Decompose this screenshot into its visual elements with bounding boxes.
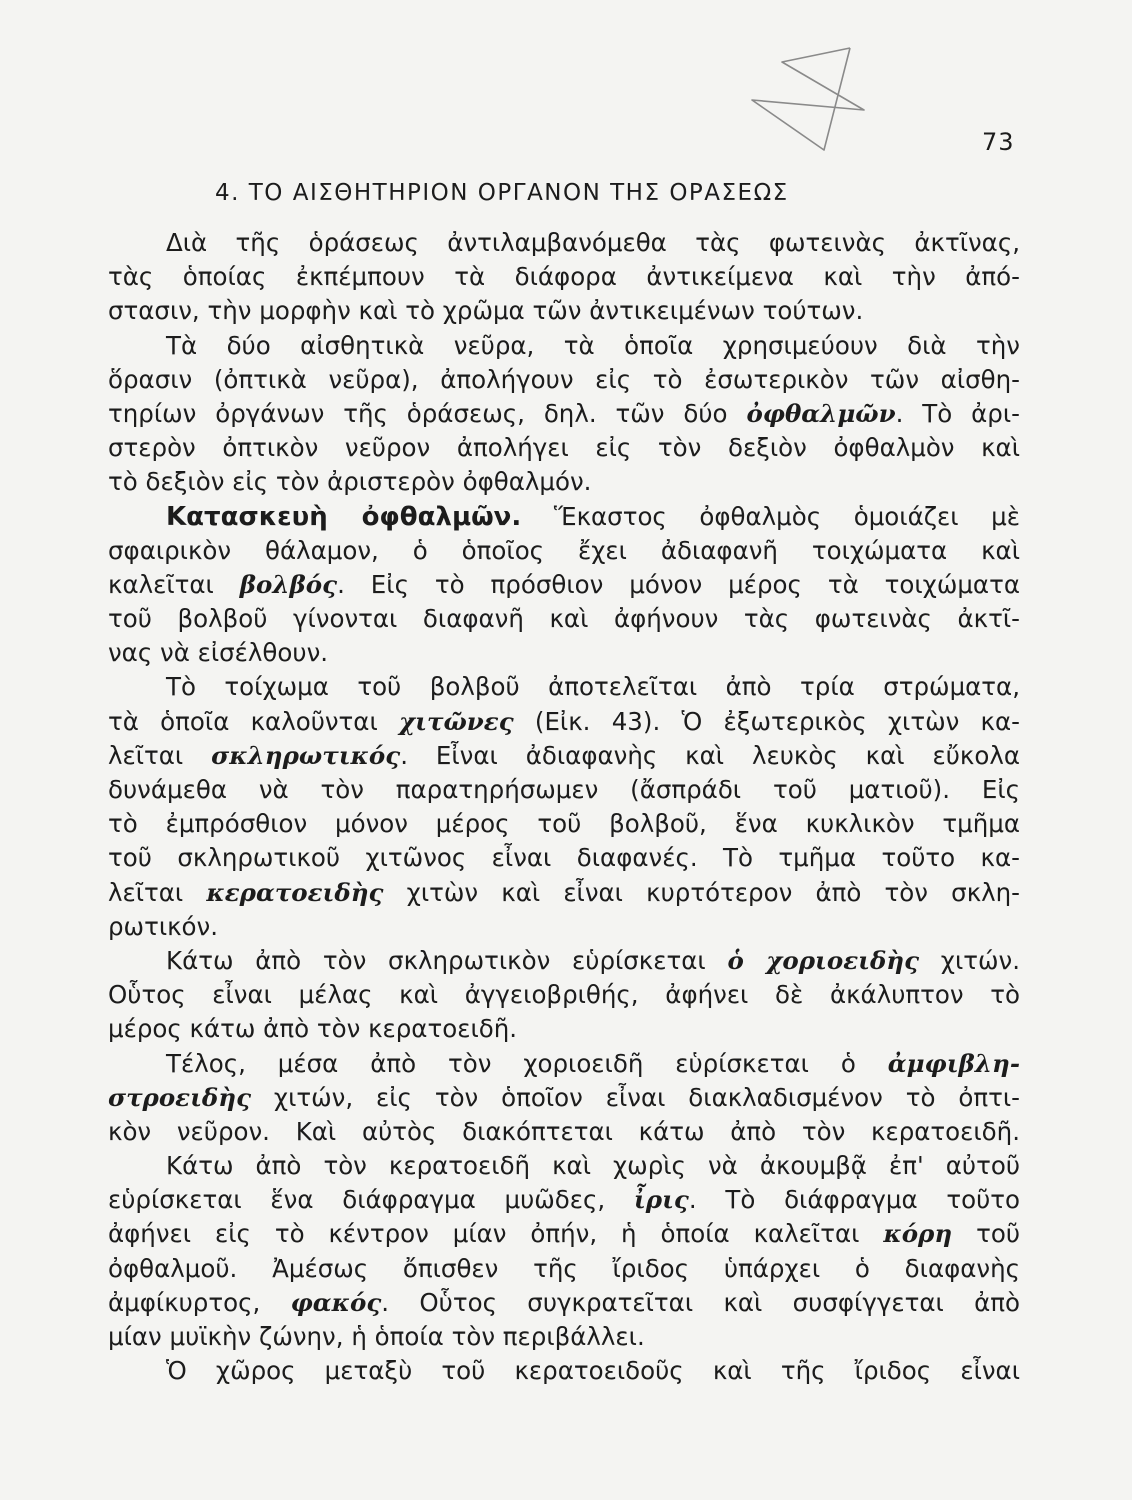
text-line: Διὰ τῆς ὁράσεως ἀντιλαμβανόμεθα τὰς φωτεινὰς ἀκτῖνας, — [166, 228, 1020, 257]
text-line: δυνάμεθα νὰ τὸν παρατηρήσωμεν (ἄσπράδι τοῦ ματιοῦ). Εἰς — [108, 775, 1020, 804]
text-line: Οὗτος εἶναι μέλας καὶ ἀγγειοβριθής, ἀφήνει δὲ ἀκάλυπτον τὸ — [108, 980, 1020, 1010]
text-line: Τὰ δύο αἰσθητικὰ νεῦρα, τὰ ὁποῖα χρησιμεύουν διὰ τὴν — [166, 330, 1020, 360]
text-line: ρωτικόν. — [108, 911, 219, 941]
text-line: σφαιρικὸν θάλαμον, ὁ ὁποῖος ἔχει ἀδιαφανῆ τοιχώματα καὶ — [108, 535, 1020, 565]
text-line: ὀφθαλμοῦ. Ἀμέσως ὄπισθεν τῆς ἴριδος ὑπάρχει ὁ διαφανὴς — [108, 1253, 1020, 1283]
text-line: Τὸ τοίχωμα τοῦ βολβοῦ ἀποτελεῖται ἀπὸ τρία στρώματα, — [166, 672, 1020, 702]
emphasis-term: βολβός — [239, 569, 338, 599]
text-line: Κάτω ἀπὸ τὸν κερατοειδῆ καὶ χωρὶς νὰ ἀκουμβᾷ ἐπ' αὐτοῦ — [166, 1151, 1020, 1181]
text-line: Ὁ χῶρος μεταξὺ τοῦ κερατοειδοῦς καὶ τῆς ἴριδος εἶναι — [166, 1356, 1020, 1386]
emphasis-term: ἀμφιβλη- — [887, 1048, 1020, 1078]
text-line: εὑρίσκεται ἕνα διάφραγμα μυῶδες, ἶρις. Τὸ διάφραγμα τοῦτο — [108, 1185, 1020, 1215]
text-line: τοῦ σκληρωτικοῦ χιτῶνος εἶναι διαφανές. Τὸ τμῆμα τοῦτο κα- — [108, 843, 1020, 873]
text-line: Τέλος, μέσα ἀπὸ τὸν χοριοειδῆ εὑρίσκεται ὁ ἀμφιβλη- — [166, 1048, 1020, 1078]
text-line: ἀμφίκυρτος, φακός. Οὗτος συγκρατεῖται καὶ συσφίγγεται ἀπὸ — [108, 1287, 1020, 1317]
emphasis-term: ἶρις — [633, 1185, 689, 1215]
text-line: τὸ δεξιὸν εἰς τὸν ἀριστερὸν ὀφθαλμόν. — [108, 467, 592, 497]
text-line: Κατασκευὴ ὀφθαλμῶν. Ἕκαστος ὀφθαλμὸς ὁμοιάζει μὲ — [166, 501, 1020, 532]
text-line: τὰ ὁποῖα καλοῦνται χιτῶνες (Εἰκ. 43). Ὁ ἐξωτερικὸς χιτὼν κα- — [108, 706, 1020, 736]
text-line: μίαν μυϊκὴν ζώνην, ἡ ὁποία τὸν περιβάλλει. — [108, 1322, 645, 1351]
emphasis-term: χιτῶνες — [399, 706, 514, 736]
text-line: τοῦ βολβοῦ γίνονται διαφανῆ καὶ ἀφήνουν τὰς φωτεινὰς ἀκτῖ- — [108, 604, 1020, 634]
emphasis-term: σκληρωτικός — [211, 740, 401, 770]
emphasis-term: ὁ χοριοειδὴς — [727, 945, 920, 975]
text-line: τὰς ὁποίας ἐκπέμπουν τὰ διάφορα ἀντικείμενα καὶ τὴν ἀπό- — [108, 262, 1020, 292]
text-line: ὅρασιν (ὀπτικὰ νεῦρα), ἀπολήγουν εἰς τὸ ἐσωτερικὸν τῶν αἰσθη- — [108, 364, 1020, 394]
text-line: λεῖται σκληρωτικός. Εἶναι ἀδιαφανὴς καὶ λευκὸς καὶ εὔκολα — [108, 740, 1020, 770]
text-line: τηρίων ὀργάνων τῆς ὁράσεως, δηλ. τῶν δύο ὀφθαλμῶν. Τὸ ἀρι- — [108, 398, 1020, 428]
subsection-heading: Κατασκευὴ ὀφθαλμῶν. — [166, 501, 522, 532]
text-line: ἀφήνει εἰς τὸ κέντρον μίαν ὀπήν, ἡ ὁποία καλεῖται κόρη τοῦ — [108, 1219, 1020, 1249]
emphasis-term: κόρη — [883, 1219, 953, 1249]
emphasis-term: φακός — [290, 1287, 382, 1317]
emphasis-term: στροειδὴς — [108, 1082, 252, 1112]
text-line: μέρος κάτω ἀπὸ τὸν κερατοειδῆ. — [108, 1014, 518, 1044]
text-line: στερὸν ὀπτικὸν νεῦρον ἀπολήγει εἰς τὸν δεξιὸν ὀφθαλμὸν καὶ — [108, 433, 1020, 463]
text-line: στασιν, τὴν μορφὴν καὶ τὸ χρῶμα τῶν ἀντικειμένων τούτων. — [108, 296, 864, 326]
text-line: λεῖται κερατοειδὴς χιτὼν καὶ εἶναι κυρτότερον ἀπὸ τὸν σκλη- — [108, 877, 1020, 907]
text-line: στροειδὴς χιτών, εἰς τὸν ὁποῖον εἶναι διακλαδισμένον τὸ ὀπτι- — [108, 1082, 1020, 1112]
section-title: 4. ΤΟ ΑΙΣΘΗΤΗΡΙΟΝ ΟΡΓΑΝΟΝ ΤΗΣ ΟΡΑΣΕΩΣ — [215, 180, 789, 206]
pencil-star-mark — [742, 40, 872, 160]
emphasis-term: κερατοειδὴς — [206, 877, 384, 907]
text-line: τὸ ἐμπρόσθιον μόνον μέρος τοῦ βολβοῦ, ἕνα κυκλικὸν τμῆμα — [108, 809, 1020, 839]
text-line: νας νὰ εἰσέλθουν. — [108, 638, 329, 668]
emphasis-term: ὀφθαλμῶν — [746, 398, 896, 428]
text-line: καλεῖται βολβός. Εἰς τὸ πρόσθιον μόνον μέρος τὰ τοιχώματα — [108, 569, 1020, 599]
text-line: κὸν νεῦρον. Καὶ αὐτὸς διακόπτεται κάτω ἀπὸ τὸν κερατοειδῆ. — [108, 1116, 1020, 1146]
body-text — [108, 226, 1020, 1388]
text-line: Κάτω ἀπὸ τὸν σκληρωτικὸν εὑρίσκεται ὁ χοριοειδὴς χιτών. — [166, 945, 1020, 975]
page-number: 73 — [982, 128, 1015, 156]
